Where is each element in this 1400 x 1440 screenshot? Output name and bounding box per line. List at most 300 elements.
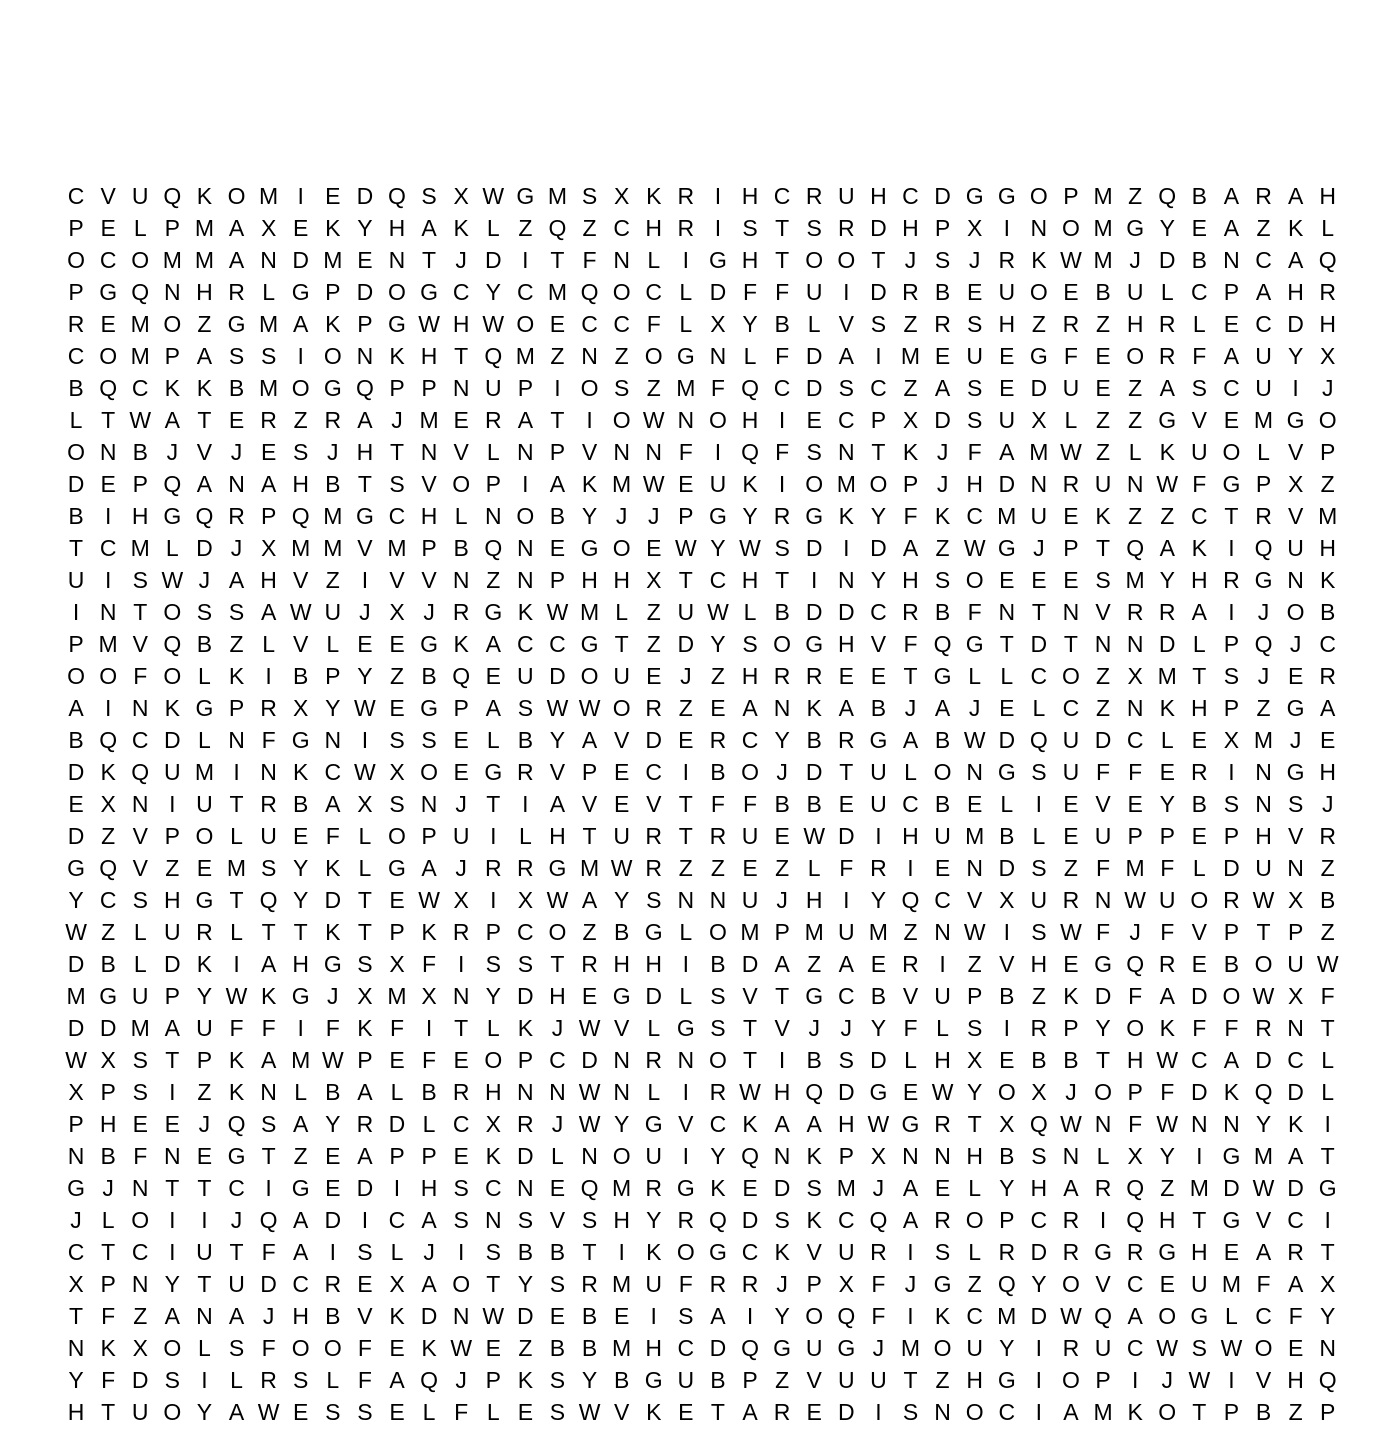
letter-cell[interactable]: R: [934, 311, 951, 337]
letter-cell[interactable]: Z: [582, 919, 597, 945]
letter-cell[interactable]: R: [324, 1271, 342, 1297]
letter-cell[interactable]: M: [1189, 1175, 1209, 1201]
letter-cell[interactable]: O: [869, 471, 888, 497]
letter-cell[interactable]: I: [618, 1239, 625, 1265]
letter-cell[interactable]: D: [1030, 375, 1048, 401]
letter-cell[interactable]: A: [774, 951, 790, 977]
letter-cell[interactable]: U: [805, 1335, 823, 1361]
letter-cell[interactable]: H: [741, 247, 759, 273]
letter-cell[interactable]: W: [546, 599, 569, 625]
letter-cell[interactable]: U: [870, 791, 887, 817]
letter-cell[interactable]: D: [67, 471, 85, 497]
letter-cell[interactable]: F: [710, 791, 725, 817]
letter-cell[interactable]: W: [1252, 1175, 1275, 1201]
letter-cell[interactable]: B: [774, 791, 790, 817]
letter-cell[interactable]: C: [645, 279, 663, 305]
letter-cell[interactable]: B: [517, 727, 534, 753]
letter-cell[interactable]: H: [1255, 823, 1272, 849]
letter-cell[interactable]: J: [1161, 1367, 1173, 1393]
letter-cell[interactable]: V: [870, 631, 887, 657]
letter-cell[interactable]: O: [163, 1399, 182, 1425]
letter-cell[interactable]: W: [354, 759, 376, 785]
letter-cell[interactable]: R: [1062, 887, 1080, 913]
letter-cell[interactable]: I: [746, 1303, 754, 1329]
letter-cell[interactable]: I: [875, 1399, 882, 1425]
letter-cell[interactable]: X: [293, 695, 309, 721]
letter-cell[interactable]: I: [490, 887, 497, 913]
letter-cell[interactable]: T: [710, 1399, 725, 1425]
letter-cell[interactable]: A: [164, 407, 180, 433]
letter-cell[interactable]: A: [1159, 375, 1175, 401]
letter-cell[interactable]: K: [453, 631, 469, 657]
letter-cell[interactable]: P: [1223, 279, 1240, 305]
letter-cell[interactable]: N: [613, 1079, 630, 1105]
letter-cell[interactable]: T: [197, 1271, 212, 1297]
letter-cell[interactable]: U: [1287, 535, 1304, 561]
letter-cell[interactable]: E: [1287, 663, 1304, 689]
letter-cell[interactable]: I: [1228, 599, 1235, 625]
letter-cell[interactable]: W: [354, 695, 376, 721]
letter-cell[interactable]: S: [1191, 375, 1207, 401]
letter-cell[interactable]: O: [612, 535, 631, 561]
letter-cell[interactable]: K: [517, 1367, 534, 1393]
letter-cell[interactable]: B: [293, 791, 309, 817]
letter-cell[interactable]: M: [579, 855, 600, 881]
letter-cell[interactable]: O: [741, 759, 759, 785]
letter-cell[interactable]: F: [1288, 1303, 1303, 1329]
letter-cell[interactable]: E: [453, 407, 469, 433]
letter-cell[interactable]: V: [293, 567, 309, 593]
letter-cell[interactable]: I: [201, 1207, 208, 1233]
letter-cell[interactable]: V: [293, 631, 309, 657]
letter-cell[interactable]: N: [773, 695, 791, 721]
letter-cell[interactable]: A: [485, 631, 501, 657]
letter-cell[interactable]: I: [393, 1175, 401, 1201]
letter-cell[interactable]: R: [870, 1239, 887, 1265]
letter-cell[interactable]: N: [1191, 1111, 1208, 1137]
letter-cell[interactable]: U: [260, 823, 277, 849]
letter-cell[interactable]: N: [1319, 1335, 1337, 1361]
letter-cell[interactable]: L: [486, 727, 500, 753]
letter-cell[interactable]: N: [1030, 471, 1048, 497]
letter-cell[interactable]: S: [838, 1047, 854, 1073]
letter-cell[interactable]: A: [902, 1175, 919, 1201]
letter-cell[interactable]: I: [104, 567, 112, 593]
letter-cell[interactable]: S: [485, 1239, 501, 1265]
letter-cell[interactable]: R: [67, 311, 85, 337]
letter-cell[interactable]: G: [997, 759, 1016, 785]
letter-cell[interactable]: E: [453, 1143, 469, 1169]
letter-cell[interactable]: H: [420, 503, 438, 529]
letter-cell[interactable]: B: [870, 983, 887, 1009]
letter-cell[interactable]: N: [67, 1335, 85, 1361]
letter-cell[interactable]: E: [870, 951, 887, 977]
letter-cell[interactable]: O: [1222, 983, 1241, 1009]
letter-cell[interactable]: I: [169, 791, 176, 817]
letter-cell[interactable]: E: [1191, 727, 1207, 753]
letter-cell[interactable]: I: [1035, 1399, 1043, 1425]
letter-cell[interactable]: Z: [518, 215, 533, 241]
letter-cell[interactable]: F: [261, 1239, 276, 1265]
letter-cell[interactable]: L: [422, 1111, 436, 1137]
letter-cell[interactable]: U: [709, 471, 727, 497]
letter-cell[interactable]: X: [357, 983, 373, 1009]
letter-cell[interactable]: K: [1095, 503, 1111, 529]
letter-cell[interactable]: K: [1223, 1079, 1240, 1105]
letter-cell[interactable]: K: [325, 855, 341, 881]
letter-cell[interactable]: X: [902, 407, 919, 433]
letter-cell[interactable]: J: [327, 439, 339, 465]
letter-cell[interactable]: P: [453, 695, 469, 721]
letter-cell[interactable]: Z: [518, 1335, 533, 1361]
letter-cell[interactable]: A: [1287, 1143, 1304, 1169]
letter-cell[interactable]: Q: [901, 887, 920, 913]
letter-cell[interactable]: L: [133, 951, 147, 977]
letter-cell[interactable]: R: [709, 823, 727, 849]
letter-cell[interactable]: P: [325, 279, 341, 305]
letter-cell[interactable]: P: [132, 471, 148, 497]
letter-cell[interactable]: B: [1191, 183, 1207, 209]
letter-cell[interactable]: T: [1192, 1399, 1207, 1425]
letter-cell[interactable]: A: [1127, 1303, 1143, 1329]
letter-cell[interactable]: M: [836, 1175, 856, 1201]
letter-cell[interactable]: C: [677, 1335, 695, 1361]
letter-cell[interactable]: L: [326, 1367, 340, 1393]
letter-cell[interactable]: P: [1127, 1079, 1143, 1105]
letter-cell[interactable]: B: [613, 1367, 630, 1393]
letter-cell[interactable]: S: [228, 343, 245, 369]
letter-cell[interactable]: V: [132, 631, 148, 657]
letter-cell[interactable]: E: [389, 1335, 405, 1361]
letter-cell[interactable]: D: [677, 631, 695, 657]
letter-cell[interactable]: W: [1252, 983, 1275, 1009]
letter-cell[interactable]: W: [578, 1399, 601, 1425]
letter-cell[interactable]: N: [131, 1175, 149, 1201]
letter-cell[interactable]: B: [196, 631, 213, 657]
letter-cell[interactable]: C: [1287, 1047, 1304, 1073]
letter-cell[interactable]: D: [1223, 1175, 1240, 1201]
letter-cell[interactable]: U: [870, 1367, 887, 1393]
letter-cell[interactable]: W: [610, 855, 633, 881]
letter-cell[interactable]: Z: [1288, 1399, 1303, 1425]
letter-cell[interactable]: A: [228, 215, 245, 241]
letter-cell[interactable]: V: [1095, 1271, 1111, 1297]
letter-cell[interactable]: T: [903, 1367, 918, 1393]
letter-cell[interactable]: G: [580, 631, 599, 657]
letter-cell[interactable]: R: [645, 1175, 663, 1201]
letter-cell[interactable]: Z: [710, 855, 725, 881]
letter-cell[interactable]: J: [647, 503, 660, 529]
letter-cell[interactable]: M: [900, 1335, 921, 1361]
letter-cell[interactable]: Y: [581, 503, 598, 529]
letter-cell[interactable]: N: [773, 1143, 791, 1169]
letter-cell[interactable]: F: [1160, 855, 1175, 881]
letter-cell[interactable]: C: [228, 1175, 245, 1201]
letter-cell[interactable]: N: [131, 1271, 149, 1297]
letter-cell[interactable]: S: [1095, 567, 1111, 593]
letter-cell[interactable]: D: [517, 1143, 534, 1169]
letter-cell[interactable]: A: [389, 1367, 405, 1393]
letter-cell[interactable]: F: [775, 279, 790, 305]
letter-cell[interactable]: T: [1096, 535, 1111, 561]
letter-cell[interactable]: R: [837, 215, 855, 241]
letter-cell[interactable]: Q: [484, 343, 503, 369]
letter-cell[interactable]: O: [131, 247, 150, 273]
letter-cell[interactable]: X: [999, 1111, 1015, 1137]
letter-cell[interactable]: G: [997, 183, 1016, 209]
letter-cell[interactable]: X: [517, 887, 534, 913]
letter-cell[interactable]: M: [130, 343, 150, 369]
letter-cell[interactable]: V: [1255, 1367, 1272, 1393]
letter-cell[interactable]: G: [516, 183, 535, 209]
letter-cell[interactable]: L: [679, 983, 693, 1009]
letter-cell[interactable]: K: [164, 375, 180, 401]
letter-cell[interactable]: S: [838, 375, 854, 401]
letter-cell[interactable]: M: [323, 535, 343, 561]
letter-cell[interactable]: B: [549, 1335, 566, 1361]
letter-cell[interactable]: L: [1192, 855, 1206, 881]
letter-cell[interactable]: X: [1287, 471, 1304, 497]
letter-cell[interactable]: V: [421, 567, 437, 593]
letter-cell[interactable]: G: [1158, 407, 1177, 433]
letter-cell[interactable]: C: [1287, 1207, 1304, 1233]
letter-cell[interactable]: G: [708, 1239, 727, 1265]
letter-cell[interactable]: U: [1191, 439, 1208, 465]
letter-cell[interactable]: O: [291, 375, 310, 401]
letter-cell[interactable]: H: [902, 215, 919, 241]
letter-cell[interactable]: Y: [613, 1111, 630, 1137]
letter-cell[interactable]: L: [1096, 1143, 1110, 1169]
letter-cell[interactable]: D: [1030, 631, 1048, 657]
letter-cell[interactable]: D: [837, 599, 855, 625]
letter-cell[interactable]: N: [998, 599, 1016, 625]
letter-cell[interactable]: U: [998, 407, 1016, 433]
letter-cell[interactable]: G: [901, 1111, 920, 1137]
letter-cell[interactable]: O: [644, 343, 663, 369]
letter-cell[interactable]: M: [323, 503, 343, 529]
letter-cell[interactable]: S: [967, 311, 983, 337]
letter-cell[interactable]: N: [1126, 695, 1144, 721]
letter-cell[interactable]: R: [773, 1399, 791, 1425]
letter-cell[interactable]: F: [1192, 343, 1207, 369]
letter-cell[interactable]: P: [68, 1111, 84, 1137]
letter-cell[interactable]: I: [1131, 1367, 1139, 1393]
letter-cell[interactable]: R: [1062, 471, 1080, 497]
letter-cell[interactable]: J: [872, 1335, 885, 1361]
letter-cell[interactable]: W: [257, 1399, 280, 1425]
letter-cell[interactable]: G: [1094, 1239, 1112, 1265]
letter-cell[interactable]: N: [837, 567, 855, 593]
letter-cell[interactable]: H: [196, 279, 213, 305]
letter-cell[interactable]: P: [485, 471, 501, 497]
letter-cell[interactable]: I: [875, 823, 882, 849]
letter-cell[interactable]: S: [1031, 919, 1047, 945]
letter-cell[interactable]: T: [999, 631, 1014, 657]
letter-cell[interactable]: Z: [486, 567, 501, 593]
letter-cell[interactable]: C: [581, 311, 598, 337]
letter-cell[interactable]: B: [806, 1047, 822, 1073]
letter-cell[interactable]: O: [612, 695, 631, 721]
letter-cell[interactable]: N: [517, 567, 534, 593]
letter-cell[interactable]: X: [389, 1271, 405, 1297]
letter-cell[interactable]: T: [69, 1303, 84, 1329]
letter-cell[interactable]: V: [613, 1015, 630, 1041]
letter-cell[interactable]: L: [358, 823, 372, 849]
letter-cell[interactable]: P: [421, 1143, 437, 1169]
letter-cell[interactable]: M: [612, 1175, 632, 1201]
letter-cell[interactable]: O: [933, 759, 952, 785]
letter-cell[interactable]: S: [293, 1367, 309, 1393]
letter-cell[interactable]: G: [355, 503, 374, 529]
letter-cell[interactable]: T: [775, 215, 790, 241]
letter-cell[interactable]: S: [549, 1271, 566, 1297]
letter-cell[interactable]: E: [325, 1175, 341, 1201]
letter-cell[interactable]: K: [260, 983, 277, 1009]
letter-cell[interactable]: X: [838, 1271, 854, 1297]
letter-cell[interactable]: O: [323, 1335, 342, 1361]
letter-cell[interactable]: H: [613, 951, 630, 977]
letter-cell[interactable]: I: [297, 183, 304, 209]
letter-cell[interactable]: H: [1287, 279, 1304, 305]
letter-cell[interactable]: R: [645, 855, 663, 881]
letter-cell[interactable]: D: [837, 823, 855, 849]
letter-cell[interactable]: Y: [164, 1271, 180, 1297]
letter-cell[interactable]: W: [450, 1335, 473, 1361]
letter-cell[interactable]: E: [164, 1111, 180, 1137]
letter-cell[interactable]: G: [1190, 1303, 1209, 1329]
letter-cell[interactable]: Y: [1159, 791, 1175, 817]
letter-cell[interactable]: L: [390, 1239, 404, 1265]
letter-cell[interactable]: R: [484, 855, 502, 881]
letter-cell[interactable]: J: [70, 1207, 82, 1233]
letter-cell[interactable]: L: [1321, 1047, 1335, 1073]
letter-cell[interactable]: B: [453, 535, 469, 561]
letter-cell[interactable]: G: [933, 1271, 952, 1297]
letter-cell[interactable]: U: [131, 183, 149, 209]
letter-cell[interactable]: P: [421, 823, 437, 849]
letter-cell[interactable]: E: [1223, 1239, 1240, 1265]
letter-cell[interactable]: E: [934, 1175, 951, 1201]
letter-cell[interactable]: K: [1287, 215, 1304, 241]
letter-cell[interactable]: F: [903, 631, 918, 657]
letter-cell[interactable]: A: [164, 1015, 180, 1041]
letter-cell[interactable]: C: [870, 599, 887, 625]
letter-cell[interactable]: P: [1320, 1399, 1336, 1425]
letter-cell[interactable]: V: [774, 1015, 790, 1041]
letter-cell[interactable]: O: [1126, 1015, 1145, 1041]
letter-cell[interactable]: J: [551, 1111, 564, 1137]
letter-cell[interactable]: P: [421, 375, 437, 401]
letter-cell[interactable]: D: [67, 951, 85, 977]
letter-cell[interactable]: P: [68, 279, 84, 305]
letter-cell[interactable]: C: [709, 567, 727, 593]
letter-cell[interactable]: A: [228, 1399, 245, 1425]
letter-cell[interactable]: U: [1255, 343, 1272, 369]
letter-cell[interactable]: G: [965, 631, 984, 657]
letter-cell[interactable]: L: [230, 1367, 243, 1393]
letter-cell[interactable]: A: [260, 1047, 277, 1073]
letter-cell[interactable]: H: [805, 887, 823, 913]
letter-cell[interactable]: L: [679, 311, 693, 337]
letter-cell[interactable]: P: [68, 215, 84, 241]
letter-cell[interactable]: B: [68, 727, 84, 753]
letter-cell[interactable]: X: [646, 567, 662, 593]
letter-cell[interactable]: Q: [580, 1175, 599, 1201]
letter-cell[interactable]: N: [1062, 1143, 1080, 1169]
letter-cell[interactable]: Q: [259, 1207, 278, 1233]
letter-cell[interactable]: O: [484, 1047, 503, 1073]
letter-cell[interactable]: Y: [357, 663, 373, 689]
letter-cell[interactable]: G: [420, 631, 439, 657]
letter-cell[interactable]: L: [133, 919, 147, 945]
letter-cell[interactable]: E: [613, 791, 630, 817]
letter-cell[interactable]: S: [934, 567, 951, 593]
letter-cell[interactable]: X: [100, 791, 116, 817]
letter-cell[interactable]: S: [325, 1399, 341, 1425]
letter-cell[interactable]: U: [645, 1271, 663, 1297]
letter-cell[interactable]: O: [163, 1335, 182, 1361]
letter-cell[interactable]: E: [1063, 503, 1079, 529]
letter-cell[interactable]: D: [1094, 983, 1112, 1009]
letter-cell[interactable]: R: [452, 599, 470, 625]
letter-cell[interactable]: G: [291, 727, 310, 753]
letter-cell[interactable]: L: [551, 1143, 564, 1169]
letter-cell[interactable]: A: [742, 1399, 758, 1425]
letter-cell[interactable]: Z: [389, 663, 405, 689]
letter-cell[interactable]: L: [165, 535, 179, 561]
letter-cell[interactable]: B: [68, 375, 84, 401]
letter-cell[interactable]: E: [549, 535, 566, 561]
letter-cell[interactable]: P: [164, 215, 180, 241]
letter-cell[interactable]: S: [1223, 663, 1240, 689]
letter-cell[interactable]: H: [164, 887, 181, 913]
letter-cell[interactable]: T: [678, 823, 693, 849]
letter-cell[interactable]: Q: [1254, 1079, 1273, 1105]
letter-cell[interactable]: A: [1255, 279, 1272, 305]
letter-cell[interactable]: E: [1223, 407, 1240, 433]
letter-cell[interactable]: N: [645, 439, 663, 465]
letter-cell[interactable]: K: [1159, 1015, 1175, 1041]
letter-cell[interactable]: Q: [1126, 1175, 1145, 1201]
letter-cell[interactable]: H: [613, 567, 630, 593]
letter-cell[interactable]: C: [902, 183, 919, 209]
letter-cell[interactable]: R: [581, 951, 598, 977]
letter-cell[interactable]: Q: [99, 727, 118, 753]
letter-cell[interactable]: Z: [807, 951, 822, 977]
letter-cell[interactable]: E: [678, 1399, 694, 1425]
letter-cell[interactable]: D: [805, 535, 823, 561]
letter-cell[interactable]: Z: [1031, 983, 1046, 1009]
letter-cell[interactable]: P: [742, 1367, 758, 1393]
letter-cell[interactable]: I: [1228, 759, 1235, 785]
letter-cell[interactable]: O: [67, 439, 85, 465]
letter-cell[interactable]: E: [999, 567, 1015, 593]
letter-cell[interactable]: P: [517, 375, 534, 401]
letter-cell[interactable]: X: [1287, 983, 1304, 1009]
letter-cell[interactable]: Z: [1320, 855, 1335, 881]
letter-cell[interactable]: B: [132, 439, 148, 465]
letter-cell[interactable]: E: [1287, 1335, 1304, 1361]
letter-cell[interactable]: Z: [646, 375, 661, 401]
letter-cell[interactable]: T: [261, 1143, 276, 1169]
letter-cell[interactable]: B: [710, 951, 726, 977]
letter-cell[interactable]: S: [967, 407, 983, 433]
letter-cell[interactable]: Z: [614, 343, 629, 369]
letter-cell[interactable]: J: [1065, 1079, 1077, 1105]
letter-cell[interactable]: M: [419, 407, 439, 433]
letter-cell[interactable]: P: [1287, 919, 1304, 945]
letter-cell[interactable]: K: [646, 183, 662, 209]
